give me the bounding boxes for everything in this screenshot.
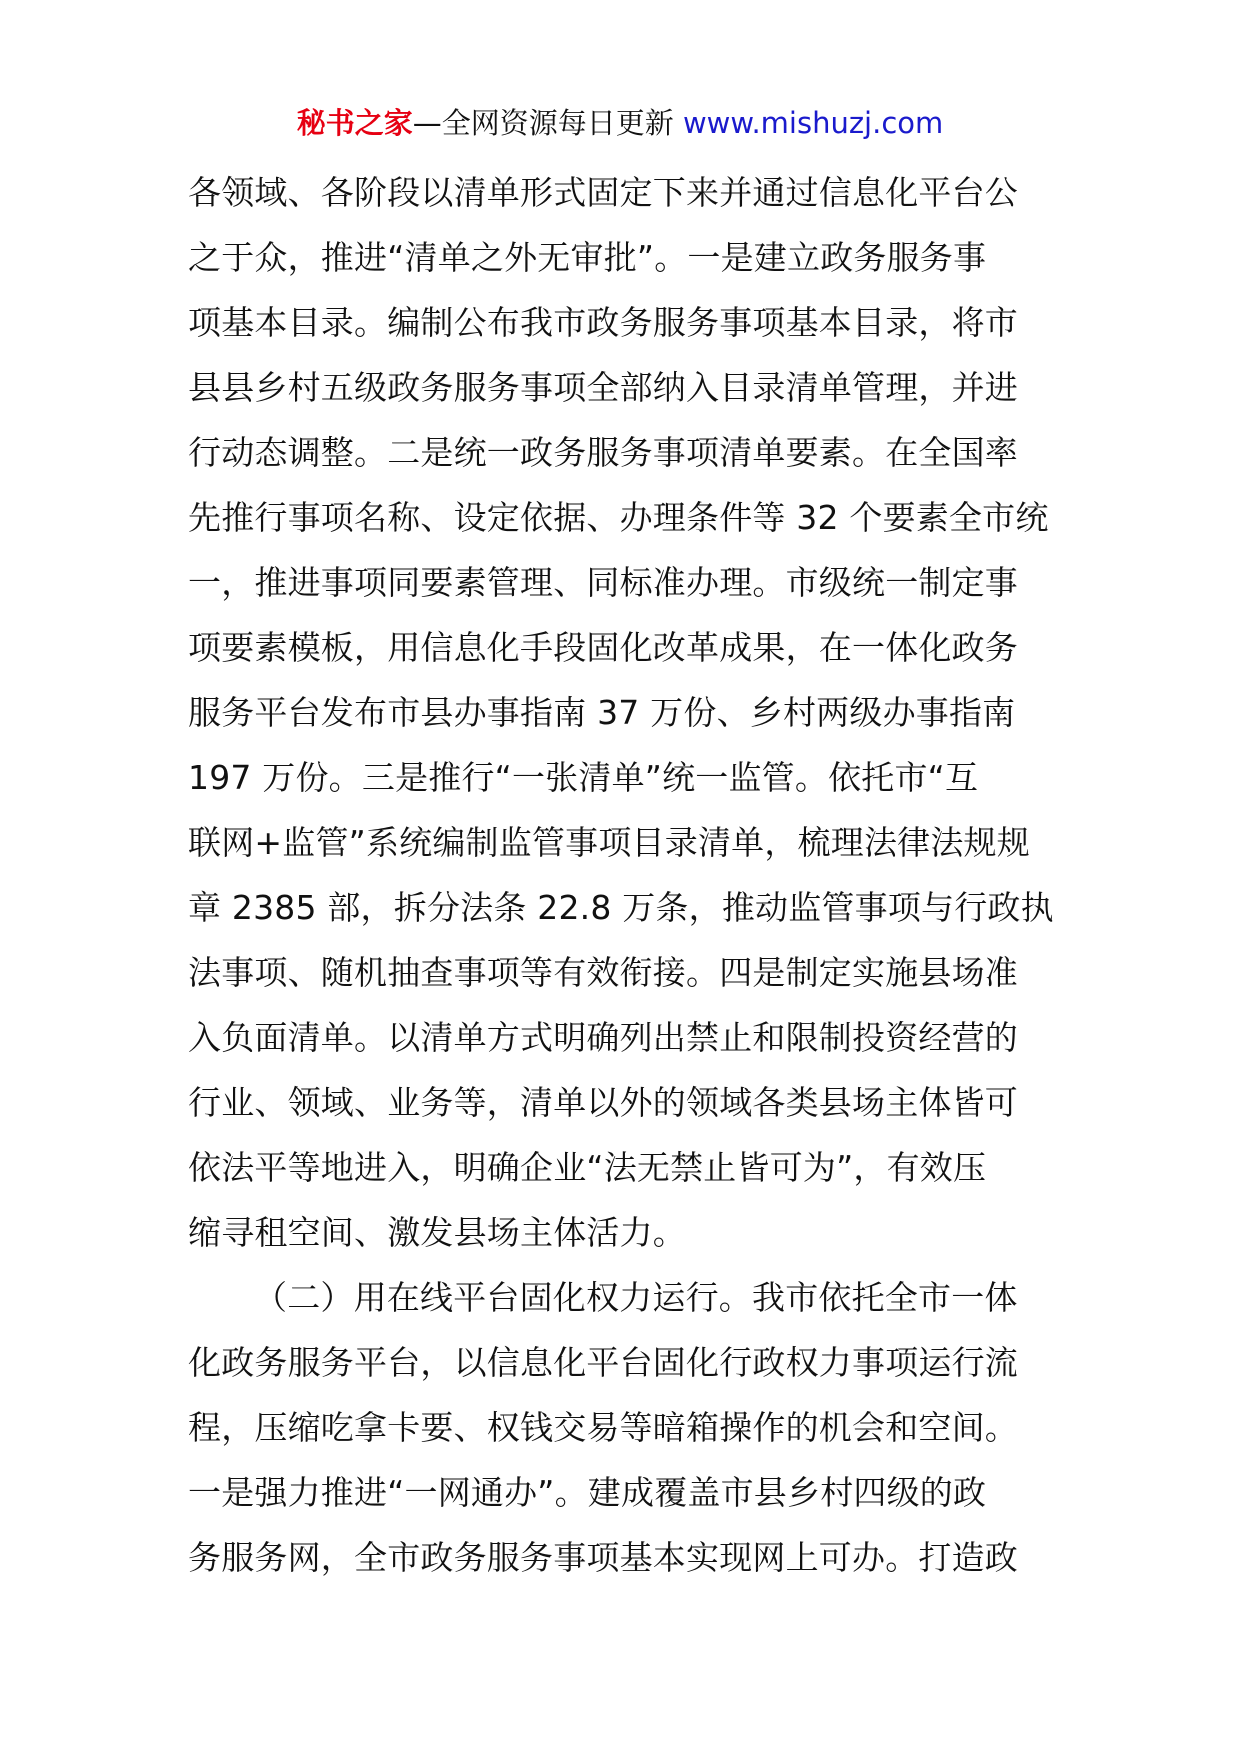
text-line: 197 万份。三是推行“一张清单”统一监管。依托市“互 (188, 758, 979, 797)
text-line: 项基本目录。编制公布我市政务服务事项基本目录，将市 (188, 303, 1018, 342)
text-line: 服务平台发布市县办事指南 37 万份、乡村两级办事指南 (188, 693, 1016, 732)
brand-name: 秘书之家 (296, 106, 413, 140)
text-line: 法事项、随机抽查事项等有效衔接。四是制定实施县场准 (188, 953, 1018, 992)
text-line: 一，推进事项同要素管理、同标准办理。市级统一制定事 (188, 563, 1018, 602)
text-line: 程，压缩吃拿卡要、权钱交易等暗箱操作的机会和空间。 (188, 1408, 1018, 1447)
text-line: 行动态调整。二是统一政务服务事项清单要素。在全国率 (188, 433, 1018, 472)
text-line: 依法平等地进入，明确企业“法无禁止皆可为”，有效压 (188, 1148, 987, 1187)
text-line: 联网+监管”系统编制监管事项目录清单，梳理法律法规规 (188, 823, 1030, 862)
text-line: 县县乡村五级政务服务事项全部纳入目录清单管理，并进 (188, 368, 1018, 407)
header-tagline: —全网资源每日更新 (412, 106, 683, 140)
page-header (0, 103, 1240, 143)
text-line: 章 2385 部，拆分法条 22.8 万条，推动监管事项与行政执 (188, 888, 1054, 927)
document-body (188, 160, 1052, 1590)
text-line: 行业、领域、业务等，清单以外的领域各类县场主体皆可 (188, 1083, 1018, 1122)
text-line: 化政务服务平台，以信息化平台固化行政权力事项运行流 (188, 1343, 1018, 1382)
text-line: 入负面清单。以清单方式明确列出禁止和限制投资经营的 (188, 1018, 1018, 1057)
text-line: 一是强力推进“一网通办”。建成覆盖市县乡村四级的政 (188, 1473, 987, 1512)
text-line: 项要素模板，用信息化手段固化改革成果，在一体化政务 (188, 628, 1018, 667)
text-line: 务服务网，全市政务服务事项基本实现网上可办。打造政 (188, 1538, 1018, 1577)
text-line: 先推行事项名称、设定依据、办理条件等 32 个要素全市统 (188, 498, 1049, 537)
text-line: 各领域、各阶段以清单形式固定下来并通过信息化平台公 (188, 173, 1018, 212)
website-link[interactable]: www.mishuzj.com (682, 106, 944, 140)
text-line: 缩寻租空间、激发县场主体活力。 (188, 1213, 686, 1252)
text-line: 之于众，推进“清单之外无审批”。一是建立政务服务事 (188, 238, 987, 277)
text-line: （二）用在线平台固化权力运行。我市依托全市一体 (254, 1278, 1018, 1317)
